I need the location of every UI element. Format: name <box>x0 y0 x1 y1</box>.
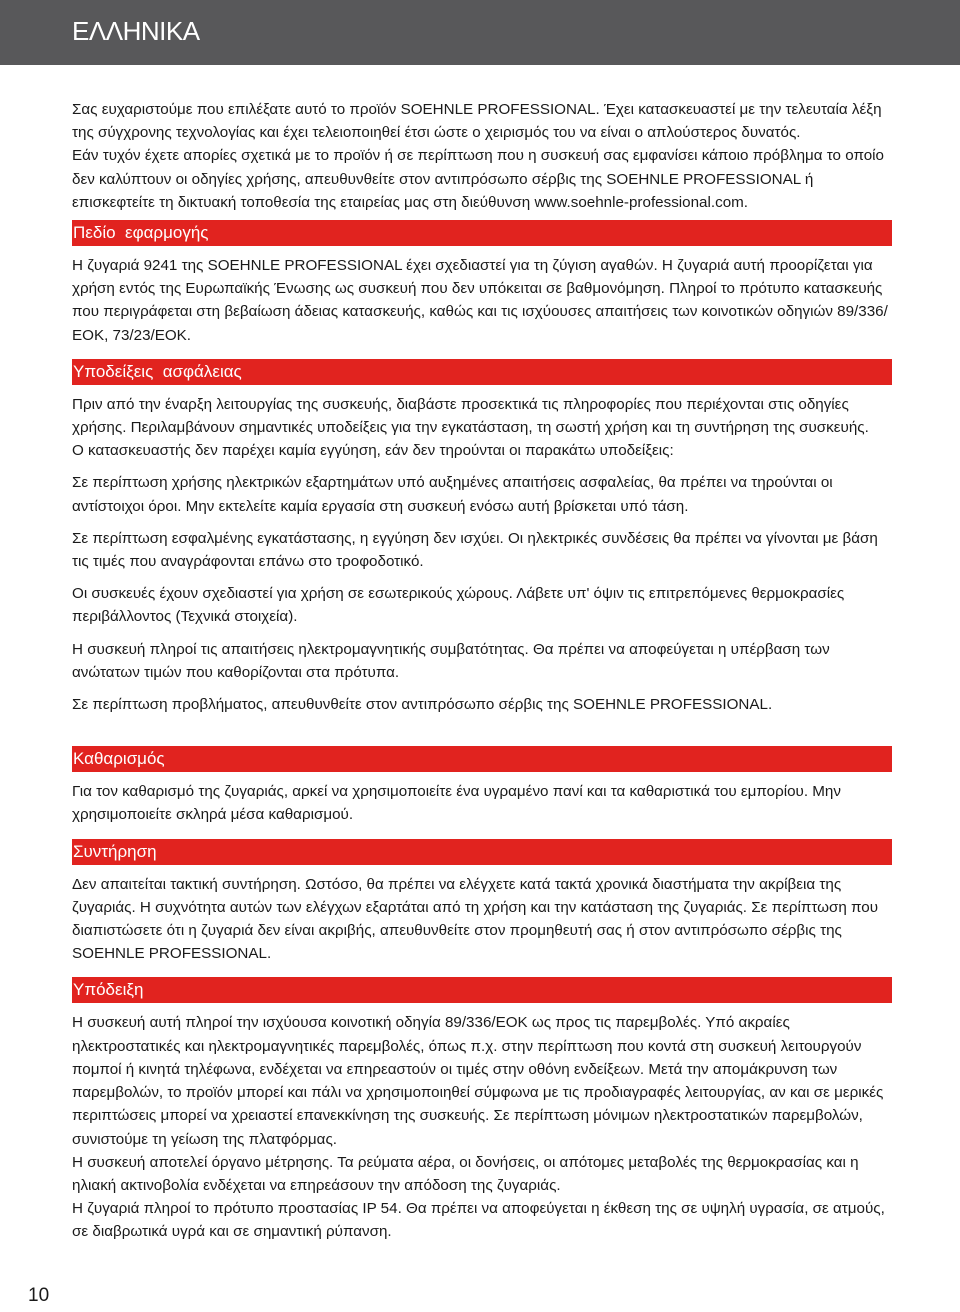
section-paragraph: Η ζυγαριά πληροί το πρότυπο προστασίας IP 54. Θα πρέπει να αποφεύγεται η έκθεση της σε υψηλή υγρασία, σε ατμούς, σε διαβρωτικά υγρά και σε σημαντική ρύπανση. <box>72 1200 885 1241</box>
section-heading: Πεδίο εφαρμογής <box>73 223 209 243</box>
intro-paragraph: Σας ευχαριστούμε που επιλέξατε αυτό το προϊόν SOEHNLE PROFESSIONAL. Έχει κατασκευαστεί με την τελευταία λέξη της σύγχρονης τεχνολογίας και έχει τελειοποιηθεί έτσι ώστε ο χειρισμός του να είναι ο απλούστερος δυνατός. <box>72 101 882 142</box>
section-paragraph: Η συσκευή πληροί τις απαιτήσεις ηλεκτρομαγνητικής συμβατότητας. Θα πρέπει να αποφεύγεται η υπέρβαση των ανώτατων τιμών που καθορίζονται στα πρότυπα. <box>72 640 830 681</box>
language-header <box>0 0 960 65</box>
section-cleaning <box>72 746 892 826</box>
section-heading-bar <box>72 839 892 865</box>
section-heading-bar <box>72 220 892 246</box>
section-heading-bar <box>72 359 892 385</box>
section-heading: Συντήρηση <box>73 841 157 861</box>
section-heading: Υποδείξεις ασφάλειας <box>73 361 242 381</box>
section-scope <box>72 220 892 347</box>
section-heading: Καθαρισμός <box>73 749 165 769</box>
section-heading-bar <box>72 746 892 772</box>
section-safety <box>72 359 892 716</box>
section-heading-bar <box>72 977 892 1003</box>
section-paragraph: Η συσκευή αυτή πληροί την ισχύουσα κοινοτική οδηγία 89/336/ΕΟΚ ως προς τις παρεμβολές. Υπό ακραίες ηλεκτροστατικές και ηλεκτρομαγνητικές παρεμβολές, όπως π.χ. στην περίπτωση που κοντά στη συσκευή λειτουργούν πομποί ή κινητά τηλέφωνα, ενδέχεται να επηρεαστούν οι τιμές στην οθόνη ενδείξεων. Μετά την απομάκρυνση των παρεμβολών, το προϊόν μπορεί και πάλι να χρησιμοποιηθεί σύμφωνα με τις προδιαγραφές λειτουργίας, αν και σε μερικές περιπτώσεις μπορεί να χρειαστεί επανεκκίνηση της συσκευής. Σε περίπτωση μόνιμων ηλεκτροστατικών παρεμβολών, συνιστούμε τη γείωση της πλατφόρμας. <box>72 1014 884 1148</box>
page-number: 10 <box>28 1285 50 1306</box>
section-paragraph: Σε περίπτωση εσφαλμένης εγκατάστασης, η εγγύηση δεν ισχύει. Οι ηλεκτρικές συνδέσεις θα πρέπει να γίνονται με βάση τις τιμές που αναγράφονται επάνω στο τροφοδοτικό. <box>72 529 878 571</box>
section-paragraph: Δεν απαιτείται τακτική συντήρηση. Ωστόσο, θα πρέπει να ελέγχετε κατά τακτά χρονικά διαστήματα την ακρίβεια της ζυγαριάς. Η συχνότητα αυτών των ελέγχων εξαρτάται από τη χρήση και την κατάσταση της ζυγαριάς. Σε περίπτωση που διαπιστώσετε ότι η ζυγαριά δεν είναι ακριβής, απευθυνθείτε στον προμηθευτή σας ή στον αντιπρόσωπο σέρβις της SOEHNLE PROFESSIONAL. <box>72 875 879 963</box>
section-paragraph: Η ζυγαριά 9241 της SOEHNLE PROFESSIONAL έχει σχεδιαστεί για τη ζύγιση αγαθών. Η ζυγαριά αυτή προορίζεται για χρήση εντός της Ευρωπαϊκής Ένωσης ως συσκευή που δεν υπόκειται σε βαθμονόμηση. Πληροί το πρότυπο κατασκευής που περιγράφεται στη βεβαίωση άδειας κατασκευής, καθώς και τις ισχύουσες απαιτήσεις των κοινοτικών οδηγιών 89/336/ΕΟΚ, 73/23/ΕΟΚ. <box>72 257 888 344</box>
section-paragraph: Η συσκευή αποτελεί όργανο μέτρησης. Τα ρεύματα αέρα, οι δονήσεις, οι απότομες μεταβολές της θερμοκρασίας και η ηλιακή ακτινοβολία ενδέχεται να επηρεάσουν την απόδοση της ζυγαριάς. <box>72 1153 859 1194</box>
section-paragraph: Σε περίπτωση προβλήματος, απευθυνθείτε στον αντιπρόσωπο σέρβις της SOEHNLE PROFESSIONAL. <box>72 696 773 714</box>
section-note <box>72 977 892 1243</box>
section-paragraph: Σε περίπτωση χρήσης ηλεκτρικών εξαρτημάτων υπό αυξημένες απαιτήσεις ασφαλείας, θα πρέπει να τηρούνται οι αντίστοιχοι όροι. Μην εκτελείτε καμία εργασία στη συσκευή ενόσω αυτή βρίσκεται υπό τάση. <box>72 474 833 515</box>
manual-content <box>72 98 892 1244</box>
section-paragraph: Πριν από την έναρξη λειτουργίας της συσκευής, διαβάστε προσεκτικά τις πληροφορίες που περιέχονται στις οδηγίες χρήσης. Περιλαμβάνουν σημαντικές υποδείξεις για την εγκατάσταση, τη σωστή χρήση και τη συντήρηση της συσκευής. <box>72 395 869 437</box>
section-paragraph: Ο κατασκευαστής δεν παρέχει καμία εγγύηση, εάν δεν τηρούνται οι παρακάτω υποδείξεις: <box>72 442 674 460</box>
section-heading: Υπόδειξη <box>73 980 144 1000</box>
section-maintenance <box>72 839 892 966</box>
section-paragraph: Οι συσκευές έχουν σχεδιαστεί για χρήση σε εσωτερικούς χώρους. Λάβετε υπ' όψιν τις επιτρεπόμενες θερμοκρασίες περιβάλλοντος (Τεχνικά στοιχεία). <box>72 585 845 626</box>
language-title: ΕΛΛΗΝΙΚΑ <box>72 16 200 46</box>
intro-paragraph: Εάν τυχόν έχετε απορίες σχετικά με το προϊόν ή σε περίπτωση που η συσκευή σας εμφανίσει κάποιο πρόβλημα το οποίο δεν καλύπτουν οι οδηγίες χρήσης, απευθυνθείτε στον αντιπρόσωπο σέρβις της SOEHNLE PROFESSIONAL ή επισκεφτείτε τη δικτυακή τοποθεσία της εταιρείας μας στη διεύθυνση www.soehnle-professional.com. <box>72 147 884 211</box>
section-paragraph: Για τον καθαρισμό της ζυγαριάς, αρκεί να χρησιμοποιείτε ένα υγραμένο πανί και τα καθαριστικά του εμπορίου. Μην χρησιμοποιείτε σκληρά μέσα καθαρισμού. <box>72 783 841 824</box>
